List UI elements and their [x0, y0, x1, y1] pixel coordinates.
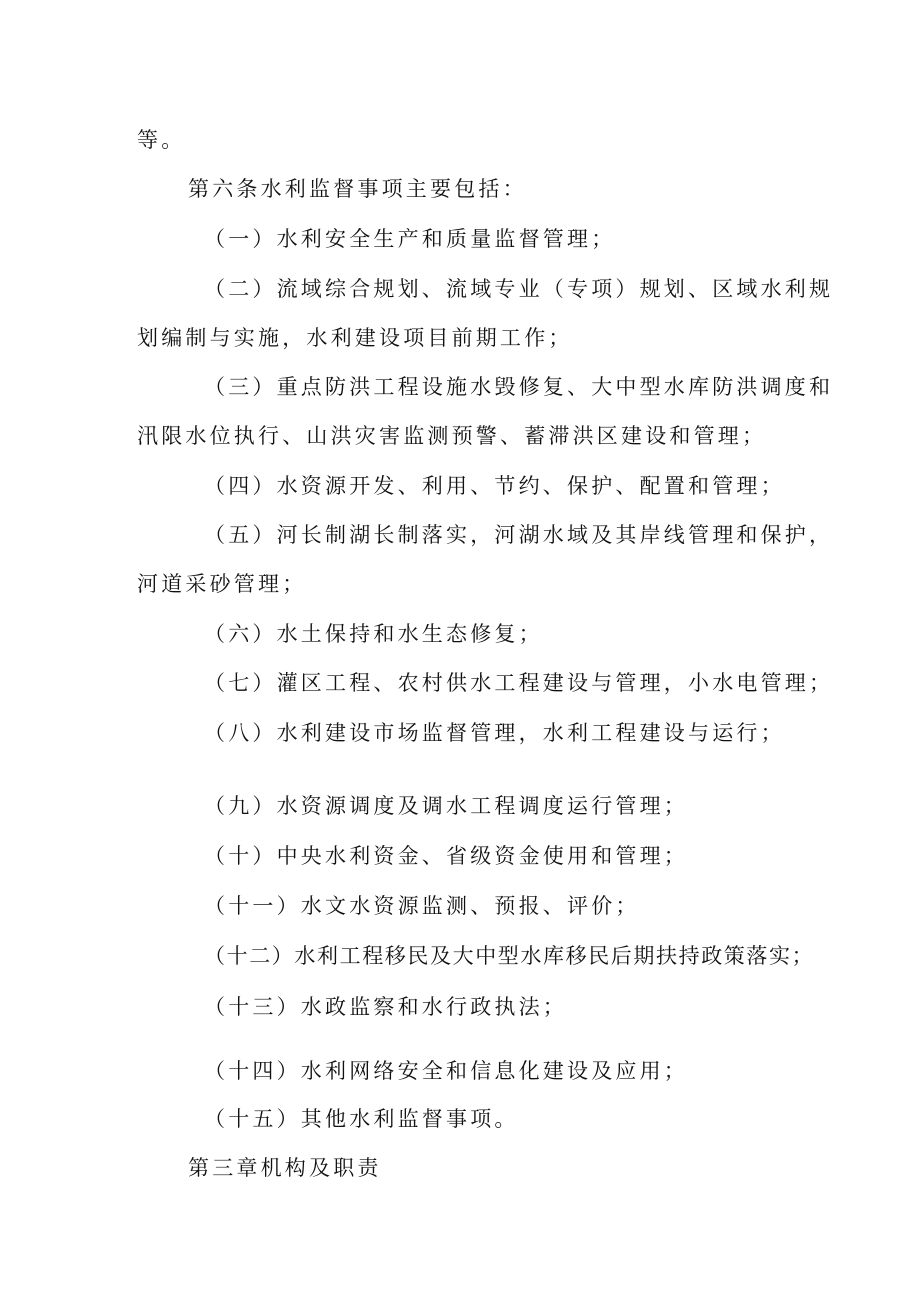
- list-item-5-wrap: 河道采砂管理；: [137, 572, 307, 596]
- list-item-5: （五）河长制湖长制落实，河湖水域及其岸线管理和保护，: [204, 523, 834, 547]
- list-item-1: （一）水利安全生产和质量监督管理；: [204, 227, 616, 251]
- chapter-heading: 第三章机构及职责: [188, 1156, 382, 1180]
- text-line-continuation: 等。: [137, 128, 186, 152]
- article-heading: 第六条水利监督事项主要包括：: [188, 177, 527, 201]
- list-item-3-wrap: 汛限水位执行、山洪灾害监测预警、蓄滞洪区建设和管理；: [137, 424, 767, 448]
- list-item-4: （四）水资源开发、利用、节约、保护、配置和管理；: [204, 474, 785, 498]
- list-item-2-wrap: 划编制与实施，水利建设项目前期工作；: [137, 326, 573, 350]
- list-item-14: （十四）水利网络安全和信息化建设及应用；: [204, 1059, 688, 1083]
- list-item-7: （七）灌区工程、农村供水工程建设与管理，小水电管理；: [204, 671, 834, 695]
- list-item-15: （十五）其他水利监督事项。: [204, 1107, 519, 1131]
- list-item-6: （六）水土保持和水生态修复；: [204, 622, 543, 646]
- list-item-12: （十二）水利工程移民及大中型水库移民后期扶持政策落实；: [204, 944, 815, 968]
- list-item-8: （八）水利建设市场监督管理，水利工程建设与运行；: [204, 721, 785, 745]
- list-item-2: （二）流域综合规划、流域专业（专项）规划、区域水利规: [204, 277, 834, 301]
- list-item-10: （十）中央水利资金、省级资金使用和管理；: [204, 844, 688, 868]
- list-item-3: （三）重点防洪工程设施水毁修复、大中型水库防洪调度和: [204, 375, 834, 399]
- list-item-9: （九）水资源调度及调水工程调度运行管理；: [204, 794, 688, 818]
- list-item-11: （十一）水文水资源监测、预报、评价；: [204, 894, 640, 918]
- list-item-13: （十三）水政监察和水行政执法；: [204, 995, 567, 1019]
